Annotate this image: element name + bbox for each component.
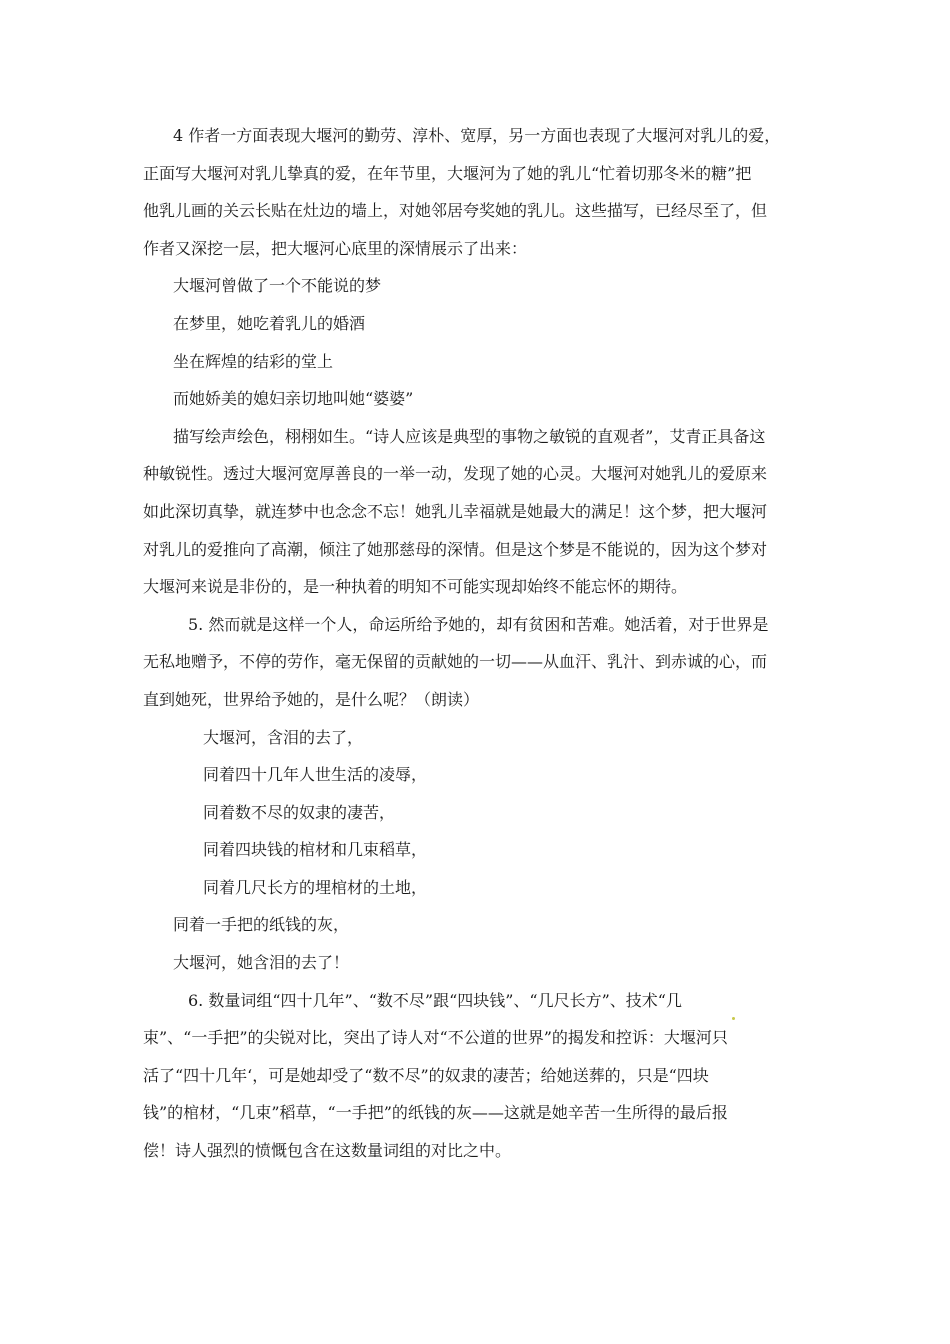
poem-line: 同着一手把的纸钱的灰， xyxy=(173,915,350,935)
poem-line: 坐在辉煌的结彩的堂上 xyxy=(173,351,334,371)
text-line: 束”、“一手把”的尖锐对比，突出了诗人对“不公道的世界”的揭发和控诉：大堰河只 xyxy=(143,1028,728,1048)
text-line: 正面写大堰河对乳儿挚真的爱，在年节里，大堰河为了她的乳儿“忙着切那冬米的糖”把 xyxy=(143,163,752,183)
poem-line: 大堰河，她含泪的去了！ xyxy=(173,953,350,973)
text-line: 6. 数量词组“四十几年”、“数不尽”跟“四块钱”、“几尺长方”、技术“几 xyxy=(188,990,682,1010)
text-line: 作者又深挖一层，把大堰河心底里的深情展示了出来： xyxy=(143,238,528,258)
text-line: 活了“四十几年‘，可是她却受了“数不尽”的奴隶的凄苦；给她送葬的，只是“四块 xyxy=(143,1065,709,1085)
paragraph-4 xyxy=(143,117,815,267)
document-page xyxy=(143,117,815,1170)
text-line: 对乳儿的爱推向了高潮，倾注了她那慈母的深情。但是这个梦是不能说的，因为这个梦对 xyxy=(143,539,768,559)
poem-excerpt-2 xyxy=(143,719,815,982)
poem-line: 而她娇美的媳妇亲切地叫她“婆婆” xyxy=(173,389,414,409)
paragraph-6 xyxy=(143,982,815,1170)
text-line: 他乳儿画的关云长贴在灶边的墙上，对她邻居夸奖她的乳儿。这些描写，已经尽至了，但 xyxy=(143,201,768,221)
poem-line: 大堰河曾做了一个不能说的梦 xyxy=(173,276,382,296)
paragraph-5 xyxy=(143,606,815,719)
text-line: 钱”的棺材，“几束”稻草，“一手把”的纸钱的灰——这就是她辛苦一生所得的最后报 xyxy=(143,1103,728,1123)
text-line: 无私地赠予，不停的劳作，毫无保留的贡献她的一切——从血汗、乳汁、到赤诚的心，而 xyxy=(143,652,768,672)
poem-line: 同着四十几年人世生活的凌辱， xyxy=(203,765,428,785)
poem-line: 大堰河，含泪的去了， xyxy=(203,727,364,747)
text-line: 4 作者一方面表现大堰河的勤劳、淳朴、宽厚，另一方面也表现了大堰河对乳儿的爱， xyxy=(173,126,781,145)
text-line: 种敏锐性。透过大堰河宽厚善良的一举一动，发现了她的心灵。大堰河对她乳儿的爱原来 xyxy=(143,464,768,484)
text-line: 描写绘声绘色，栩栩如生。“诗人应该是典型的事物之敏锐的直观者”，艾青正具备这 xyxy=(173,426,766,446)
poem-line: 在梦里，她吃着乳儿的婚酒 xyxy=(173,313,366,333)
stray-dot-mark xyxy=(732,1017,735,1020)
paragraph-4-analysis xyxy=(143,418,815,606)
text-line: 偿！诗人强烈的愤慨包含在这数量词组的对比之中。 xyxy=(143,1141,512,1161)
poem-line: 同着几尺长方的埋棺材的土地， xyxy=(203,877,428,897)
text-line: 如此深切真挚，就连梦中也念念不忘！她乳儿幸福就是她最大的满足！这个梦，把大堰河 xyxy=(143,501,768,521)
poem-line: 同着数不尽的奴隶的凄苦， xyxy=(203,802,396,822)
text-line: 大堰河来说是非份的，是一种执着的明知不可能实现却始终不能忘怀的期待。 xyxy=(143,577,688,597)
poem-excerpt-1 xyxy=(143,267,815,417)
text-line: 5. 然而就是这样一个人，命运所给予她的，却有贫困和苦难。她活着，对于世界是 xyxy=(188,614,769,634)
poem-line: 同着四块钱的棺材和几束稻草， xyxy=(203,840,428,860)
text-line: 直到她死，世界给予她的，是什么呢？（朗读） xyxy=(143,689,480,709)
